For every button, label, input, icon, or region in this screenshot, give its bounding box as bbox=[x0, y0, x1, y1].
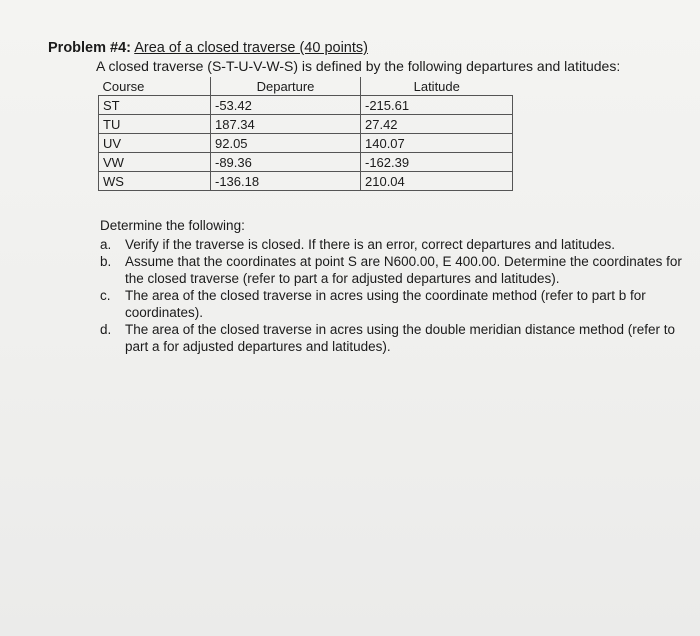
question-item bbox=[100, 253, 690, 287]
question-text: The area of the closed traverse in acres using the coordinate method (refer to part b for coordinates). bbox=[125, 288, 646, 320]
problem-number: Problem #4: bbox=[48, 40, 131, 56]
traverse-table bbox=[98, 77, 513, 191]
problem-intro: A closed traverse (S-T-U-V-W-S) is defined by the following departures and latitudes: bbox=[96, 58, 621, 74]
table-header-row bbox=[99, 77, 513, 96]
cell-course: UV bbox=[99, 134, 211, 153]
question-text: Assume that the coordinates at point S are N600.00, E 400.00. Determine the coordinates for the closed traverse (refer to part a for adjusted departures and latitudes). bbox=[125, 254, 682, 286]
cell-latitude: 140.07 bbox=[361, 134, 513, 153]
question-marker: b. bbox=[100, 254, 112, 269]
header-latitude: Latitude bbox=[361, 77, 513, 96]
cell-departure: 187.34 bbox=[211, 115, 361, 134]
question-marker: c. bbox=[100, 288, 111, 303]
problem-title: Area of a closed traverse (40 points) bbox=[134, 40, 368, 56]
question-text: Verify if the traverse is closed. If there is an error, correct departures and latitudes. bbox=[125, 237, 615, 252]
cell-course: WS bbox=[99, 172, 211, 191]
cell-departure: -136.18 bbox=[211, 172, 361, 191]
problem-heading bbox=[48, 40, 368, 56]
question-item bbox=[100, 321, 690, 355]
cell-departure: 92.05 bbox=[211, 134, 361, 153]
cell-latitude: 210.04 bbox=[361, 172, 513, 191]
header-departure: Departure bbox=[211, 77, 361, 96]
table-row bbox=[99, 134, 513, 153]
question-list bbox=[100, 236, 690, 355]
question-marker: d. bbox=[100, 322, 112, 337]
cell-departure: -89.36 bbox=[211, 153, 361, 172]
cell-latitude: -215.61 bbox=[361, 96, 513, 115]
table-row bbox=[99, 96, 513, 115]
table-row bbox=[99, 153, 513, 172]
cell-course: TU bbox=[99, 115, 211, 134]
table-row bbox=[99, 172, 513, 191]
cell-departure: -53.42 bbox=[211, 96, 361, 115]
cell-latitude: -162.39 bbox=[361, 153, 513, 172]
question-marker: a. bbox=[100, 237, 112, 252]
header-course: Course bbox=[99, 77, 211, 96]
determine-label: Determine the following: bbox=[100, 218, 245, 233]
question-text: The area of the closed traverse in acres using the double meridian distance method (refer to part a for adjusted departures and latitudes). bbox=[125, 322, 676, 354]
question-item bbox=[100, 287, 690, 321]
cell-course: VW bbox=[99, 153, 211, 172]
question-item bbox=[100, 236, 690, 253]
cell-latitude: 27.42 bbox=[361, 115, 513, 134]
cell-course: ST bbox=[99, 96, 211, 115]
table-row bbox=[99, 115, 513, 134]
